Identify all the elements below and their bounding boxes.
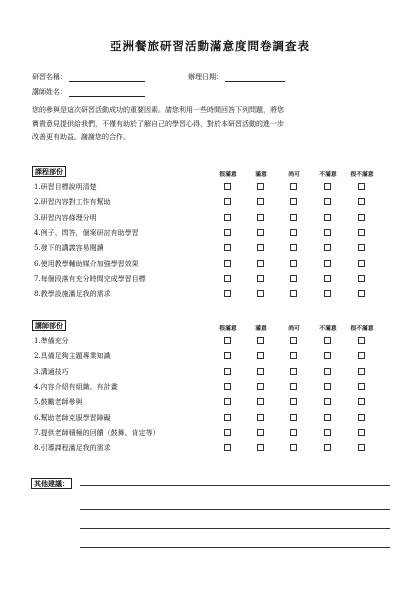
section-title: 課程部份 (32, 166, 66, 177)
page-title: 亞洲餐旅研習活動滿意度問卷調查表 (110, 39, 310, 53)
rating-checkbox-satisfied[interactable] (257, 275, 264, 282)
rating-checkbox-dissatisfied[interactable] (324, 260, 331, 267)
rating-column-header: 很滿意 (219, 172, 237, 178)
rating-checkbox-dissatisfied[interactable] (324, 198, 331, 205)
rating-checkbox-neutral[interactable] (290, 183, 297, 190)
rating-checkbox-dissatisfied[interactable] (324, 244, 331, 251)
rating-checkbox-dissatisfied[interactable] (324, 398, 331, 405)
rating-checkbox-very-satisfied[interactable] (224, 290, 231, 297)
intro-line: 寶貴意見提供給我們，不僅有助於了解自己的學習心得，對於本研習活動的進一步 (32, 119, 284, 128)
survey-item: 2.具備足夠主題專業知識 (34, 352, 111, 361)
rating-checkbox-very-satisfied[interactable] (224, 368, 231, 375)
survey-item: 3.溝通技巧 (34, 367, 69, 376)
rating-checkbox-neutral[interactable] (290, 429, 297, 436)
rating-checkbox-dissatisfied[interactable] (324, 368, 331, 375)
section-title: 講師部份 (32, 320, 66, 331)
rating-checkbox-very-dissatisfied[interactable] (358, 290, 365, 297)
rating-checkbox-satisfied[interactable] (257, 352, 264, 359)
survey-item: 3.研習內容條理分明 (34, 213, 97, 222)
rating-checkbox-very-satisfied[interactable] (224, 337, 231, 344)
rating-checkbox-neutral[interactable] (290, 444, 297, 451)
date-field[interactable] (225, 73, 285, 82)
rating-checkbox-very-satisfied[interactable] (224, 398, 231, 405)
rating-checkbox-satisfied[interactable] (257, 260, 264, 267)
rating-column-header: 滿意 (255, 172, 267, 178)
other-suggestions-line[interactable] (80, 509, 390, 510)
lecturer-field[interactable] (69, 88, 145, 97)
rating-checkbox-dissatisfied[interactable] (324, 337, 331, 344)
date-label: 辦理日期： (188, 73, 223, 81)
rating-checkbox-neutral[interactable] (290, 214, 297, 221)
rating-checkbox-satisfied[interactable] (257, 414, 264, 421)
rating-column-header: 滿意 (255, 326, 267, 332)
rating-checkbox-satisfied[interactable] (257, 337, 264, 344)
survey-item: 4.例子、問答，個案研討有助學習 (34, 228, 139, 237)
rating-checkbox-dissatisfied[interactable] (324, 229, 331, 236)
rating-checkbox-very-satisfied[interactable] (224, 183, 231, 190)
survey-item: 4.內容介紹有組織、有計畫 (34, 382, 118, 391)
rating-checkbox-very-satisfied[interactable] (224, 275, 231, 282)
rating-checkbox-satisfied[interactable] (257, 229, 264, 236)
rating-checkbox-neutral[interactable] (290, 352, 297, 359)
rating-checkbox-very-dissatisfied[interactable] (358, 414, 365, 421)
rating-checkbox-neutral[interactable] (290, 414, 297, 421)
intro-line: 改善更有助益。謝謝您的合作。 (32, 133, 130, 141)
survey-item: 5.發下的講義容易閱讀 (34, 244, 104, 253)
rating-checkbox-very-satisfied[interactable] (224, 229, 231, 236)
rating-checkbox-dissatisfied[interactable] (324, 383, 331, 390)
rating-column-header: 尚可 (288, 172, 300, 178)
survey-item: 7.提供老師積極的回饋（鼓舞、肯定等） (34, 428, 160, 437)
rating-checkbox-dissatisfied[interactable] (324, 444, 331, 451)
rating-checkbox-very-dissatisfied[interactable] (358, 337, 365, 344)
rating-checkbox-neutral[interactable] (290, 229, 297, 236)
other-suggestions-line[interactable] (80, 528, 390, 529)
survey-item: 7.每個段落有充分時間完成學習目標 (34, 274, 146, 283)
other-suggestions-label: 其他建議： (31, 478, 72, 489)
survey-item: 1.準備充分 (34, 337, 69, 345)
rating-checkbox-dissatisfied[interactable] (324, 183, 331, 190)
rating-checkbox-very-satisfied[interactable] (224, 214, 231, 221)
rating-checkbox-neutral[interactable] (290, 383, 297, 390)
rating-checkbox-very-dissatisfied[interactable] (358, 383, 365, 390)
rating-column-header: 不滿意 (319, 172, 337, 178)
rating-column-header: 不滿意 (319, 326, 337, 332)
rating-checkbox-dissatisfied[interactable] (324, 414, 331, 421)
rating-checkbox-very-satisfied[interactable] (224, 429, 231, 436)
course-name-label: 研習名稱： (32, 73, 67, 81)
rating-checkbox-very-satisfied[interactable] (224, 260, 231, 267)
rating-checkbox-satisfied[interactable] (257, 368, 264, 375)
rating-checkbox-very-dissatisfied[interactable] (358, 444, 365, 451)
survey-item: 8.教學設施滿足我的需求 (34, 290, 111, 299)
rating-checkbox-neutral[interactable] (290, 260, 297, 267)
date-row (188, 72, 285, 82)
rating-checkbox-very-dissatisfied[interactable] (358, 198, 365, 205)
rating-checkbox-satisfied[interactable] (257, 429, 264, 436)
survey-item: 5.鼓勵老師參與 (34, 398, 83, 407)
survey-item: 1.研習目標說明清楚 (34, 183, 97, 191)
lecturer-row (32, 87, 145, 97)
lecturer-label: 講師姓名： (32, 88, 67, 96)
rating-column-header: 很不滿意 (350, 326, 374, 332)
rating-column-header: 尚可 (288, 326, 300, 332)
rating-column-header: 很滿意 (219, 326, 237, 332)
other-suggestions-line[interactable] (80, 547, 390, 548)
rating-checkbox-neutral[interactable] (290, 275, 297, 282)
rating-checkbox-dissatisfied[interactable] (324, 352, 331, 359)
rating-checkbox-dissatisfied[interactable] (324, 275, 331, 282)
rating-checkbox-very-dissatisfied[interactable] (358, 368, 365, 375)
rating-checkbox-dissatisfied[interactable] (324, 214, 331, 221)
rating-checkbox-neutral[interactable] (290, 290, 297, 297)
intro-paragraph (32, 104, 392, 145)
rating-checkbox-neutral[interactable] (290, 368, 297, 375)
rating-checkbox-satisfied[interactable] (257, 290, 264, 297)
rating-checkbox-satisfied[interactable] (257, 198, 264, 205)
rating-checkbox-satisfied[interactable] (257, 398, 264, 405)
rating-checkbox-very-satisfied[interactable] (224, 414, 231, 421)
rating-checkbox-very-dissatisfied[interactable] (358, 275, 365, 282)
rating-checkbox-neutral[interactable] (290, 244, 297, 251)
rating-checkbox-satisfied[interactable] (257, 183, 264, 190)
rating-checkbox-very-dissatisfied[interactable] (358, 244, 365, 251)
rating-checkbox-very-dissatisfied[interactable] (358, 183, 365, 190)
rating-checkbox-very-satisfied[interactable] (224, 244, 231, 251)
survey-item: 6.使用教學輔助媒介加強學習效果 (34, 259, 139, 268)
survey-item: 2.研習內容對工作有幫助 (34, 198, 111, 207)
rating-checkbox-satisfied[interactable] (257, 444, 264, 451)
other-suggestions-line[interactable] (80, 485, 390, 486)
rating-checkbox-satisfied[interactable] (257, 383, 264, 390)
rating-checkbox-very-dissatisfied[interactable] (358, 260, 365, 267)
survey-item: 6.幫助老師克服學習障礙 (34, 413, 111, 422)
rating-checkbox-very-dissatisfied[interactable] (358, 214, 365, 221)
rating-checkbox-neutral[interactable] (290, 198, 297, 205)
rating-checkbox-very-satisfied[interactable] (224, 383, 231, 390)
rating-checkbox-satisfied[interactable] (257, 214, 264, 221)
rating-checkbox-very-satisfied[interactable] (224, 444, 231, 451)
rating-checkbox-very-dissatisfied[interactable] (358, 398, 365, 405)
rating-checkbox-very-satisfied[interactable] (224, 198, 231, 205)
survey-item: 8.引導課程滿足我的需求 (34, 444, 111, 453)
course-name-field[interactable] (69, 73, 145, 82)
rating-checkbox-very-satisfied[interactable] (224, 352, 231, 359)
rating-checkbox-satisfied[interactable] (257, 244, 264, 251)
rating-checkbox-dissatisfied[interactable] (324, 429, 331, 436)
rating-checkbox-very-dissatisfied[interactable] (358, 429, 365, 436)
rating-checkbox-very-dissatisfied[interactable] (358, 229, 365, 236)
rating-checkbox-dissatisfied[interactable] (324, 290, 331, 297)
rating-checkbox-neutral[interactable] (290, 337, 297, 344)
course-name-row (32, 72, 145, 82)
rating-column-header: 很不滿意 (350, 172, 374, 178)
rating-checkbox-neutral[interactable] (290, 398, 297, 405)
intro-line: 您的參與是這次研習活動成功的重要因素。請您利用一些時間回答下列問題，將您 (32, 106, 284, 114)
rating-checkbox-very-dissatisfied[interactable] (358, 352, 365, 359)
